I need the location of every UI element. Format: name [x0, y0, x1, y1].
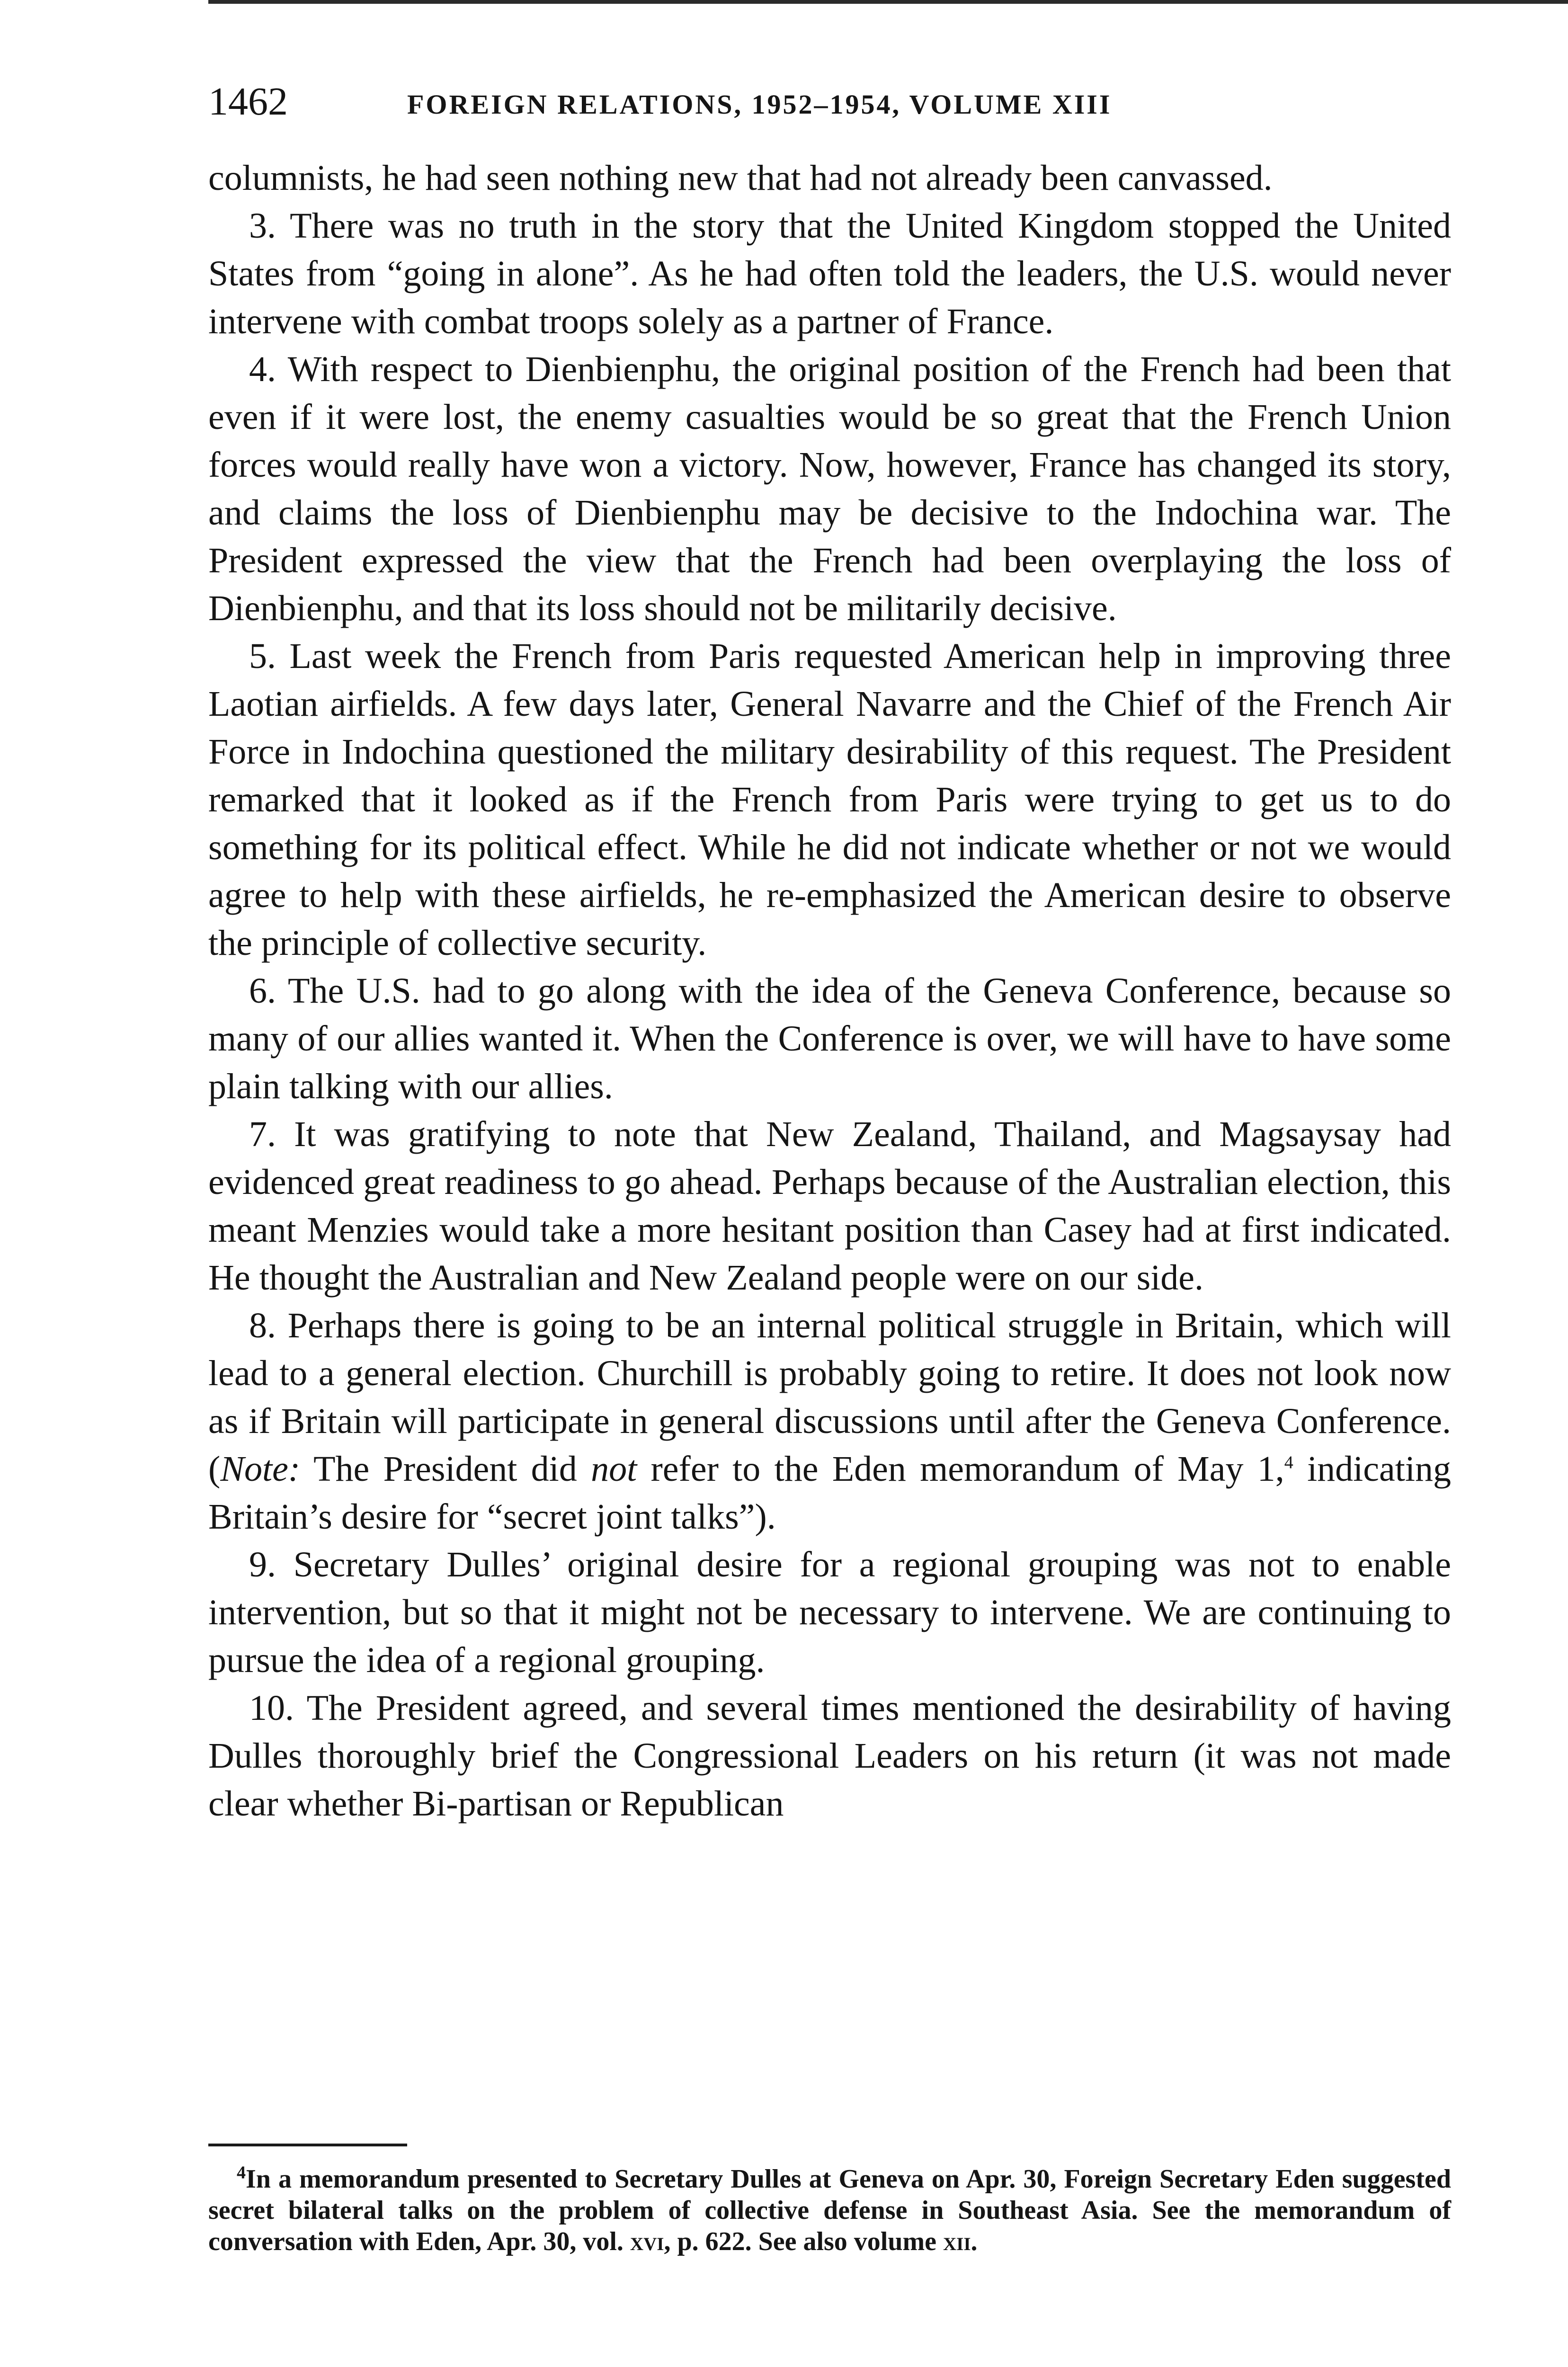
- body-text: [208, 154, 1451, 1828]
- paragraph-9: 9. Secretary Dulles’ original desire for a regional grouping was not to enable intervention, but so that it might not be necessary to intervene. We are continuing to pursue the idea of a regional grouping.: [208, 1545, 1451, 1680]
- paragraph-6: 6. The U.S. had to go along with the idea of the Geneva Conference, because so many of our allies wanted it. When the Conference is over, we will have to have some plain talking with our allies.: [208, 971, 1451, 1106]
- footnote-text: .: [971, 2227, 978, 2256]
- footnote-separator: [208, 2144, 407, 2146]
- page-header: [208, 76, 1468, 128]
- emphasis-not: not: [591, 1449, 637, 1489]
- paragraph-8-text: indicating Britain’s desire for “secret joint talks”).: [208, 1449, 1451, 1537]
- note-label: Note:: [220, 1449, 301, 1489]
- running-head: FOREIGN RELATIONS, 1952–1954, VOLUME XIII: [407, 89, 1112, 120]
- footnote-text: , p. 622. See also volume: [664, 2227, 943, 2256]
- footnote-4: [208, 2163, 1451, 2257]
- footnote-reference: 4: [1284, 1452, 1293, 1473]
- page-number: 1462: [208, 80, 288, 124]
- paragraph-8-text: refer to the Eden memorandum of May 1,: [637, 1449, 1284, 1489]
- footnote-volume: xvi: [630, 2227, 664, 2256]
- paragraph-4: 4. With respect to Dienbienphu, the original position of the French had been that even if it were lost, the enemy casualties would be so great that the French Union forces would really have won a victory. Now, however, France has changed its story, and claims the loss of Dienbienphu may be decisive to the Indochina war. The President expressed the view that the French had been overplaying the loss of Dienbienphu, and that its loss should not be militarily decisive.: [208, 349, 1451, 628]
- paragraph-3: 3. There was no truth in the story that the United Kingdom stopped the United States from “going in alone”. As he had often told the leaders, the U.S. would never intervene with combat troops solely as a partner of France.: [208, 206, 1451, 341]
- paragraph-7: 7. It was gratifying to note that New Zealand, Thailand, and Magsaysay had evidenced great readiness to go ahead. Perhaps because of the Australian election, this meant Menzies would take a more hesitant position than Casey had at first indicated. He thought the Australian and New Zealand people were on our side.: [208, 1114, 1451, 1298]
- footnote-text: In a memorandum presented to Secretary Dulles at Geneva on Apr. 30, Foreign Secretary Eden suggested secret bilateral talks on the problem of collective defense in Southeast Asia. See the memorandum of conversation with Eden, Apr. 30, vol.: [208, 2164, 1451, 2256]
- footnote: [208, 2163, 1451, 2257]
- top-border-line: [208, 0, 1568, 4]
- paragraph-8-text: The President did: [300, 1449, 591, 1489]
- footnote-volume: xii: [943, 2227, 971, 2256]
- paragraph-5: 5. Last week the French from Paris requested American help in improving three Laotian airfields. A few days later, General Navarre and the Chief of the French Air Force in Indochina questioned the military desirability of this request. The President remarked that it looked as if the French from Paris were trying to get us to do something for its political effect. While he did not indicate whether or not we would agree to help with these airfields, he re-emphasized the American desire to observe the principle of collective security.: [208, 636, 1451, 963]
- footnote-marker: 4: [237, 2162, 246, 2183]
- paragraph-10: 10. The President agreed, and several times mentioned the desirability of having Dulles thoroughly brief the Congressional Leaders on his return (it was not made clear whether Bi-partisan or Republican: [208, 1688, 1451, 1824]
- paragraph-8-text: 8. Perhaps there is going to be an internal political struggle in Britain, which will lead to a general election. Churchill is probably going to retire. It does not look now as if Britain will participate in general discussions until after the Geneva Conference. (: [208, 1306, 1451, 1489]
- paragraph-continued: columnists, he had seen nothing new that had not already been canvassed.: [208, 158, 1273, 198]
- paragraph-8: [208, 1302, 1451, 1541]
